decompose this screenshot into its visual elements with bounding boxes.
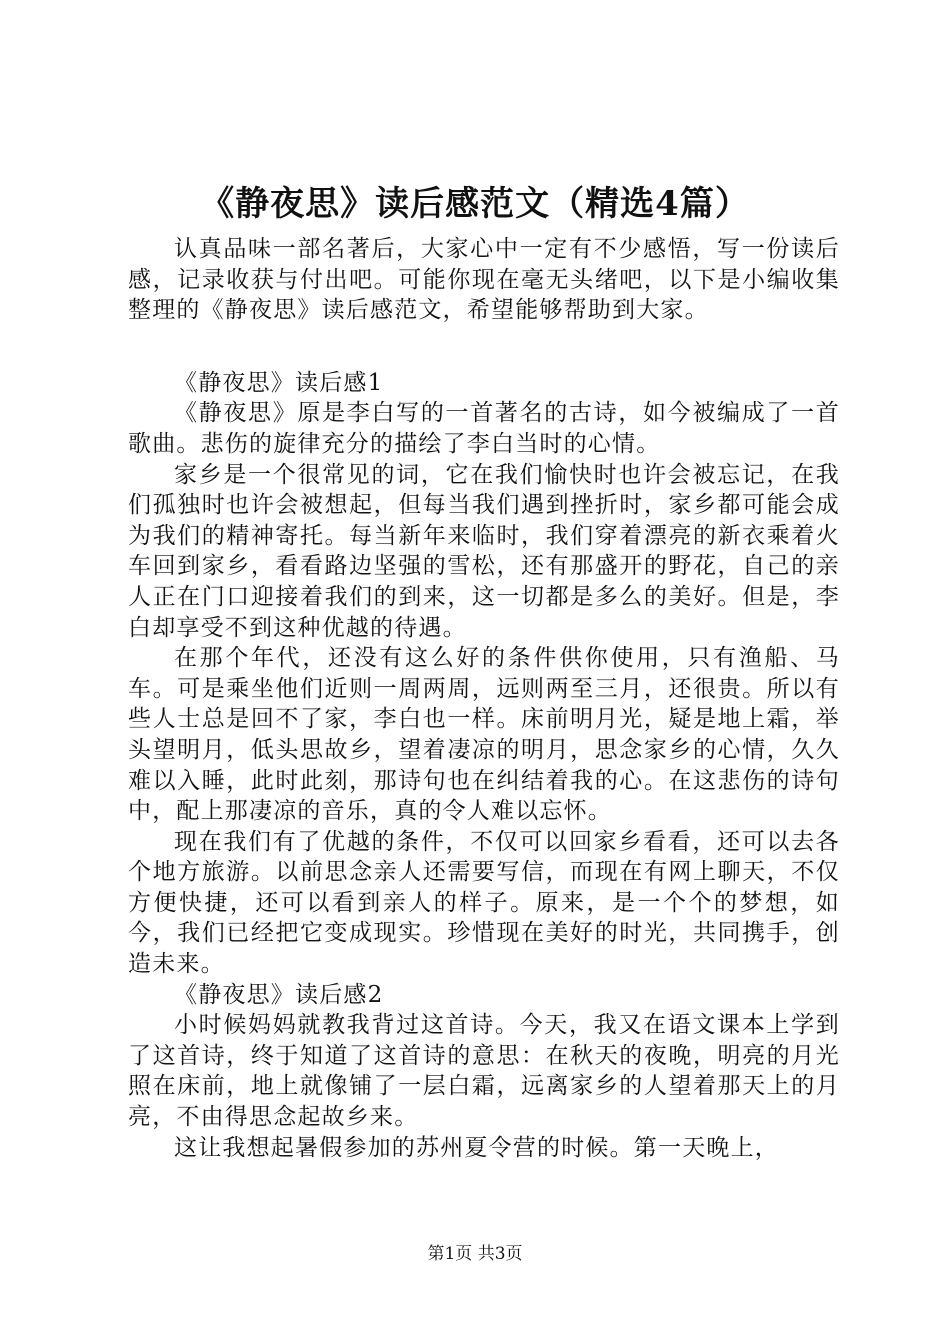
page-number-footer: 第1页 共3页: [427, 1244, 523, 1264]
section-1-paragraph-2: 家乡是一个很常见的词，它在我们愉快时也许会被忘记，在我们孤独时也许会被想起，但每当我们遇到挫折时，家乡都可能会成为我们的精神寄托。每当新年来临时，我们穿着漂亮的新衣乘着火车回到家乡，看看路边坚强的雪松，还有那盛开的野花，自己的亲人正在门口迎接着我们的到来，这一切都是多么的美好。但是，李白却享受不到这种优越的待遇。: [128, 461, 840, 641]
section-2-paragraph-1: 小时候妈妈就教我背过这首诗。今天，我又在语文课本上学到了这首诗，终于知道了这首诗的意思：在秋天的夜晚，明亮的月光照在床前，地上就像铺了一层白霜，远离家乡的人望着那天上的月亮，不由得思念起故乡来。: [128, 1012, 840, 1131]
section-1-paragraph-4: 现在我们有了优越的条件，不仅可以回家乡看看，还可以去各个地方旅游。以前思念亲人还需要写信，而现在有网上聊天，不仅方便快捷，还可以看到亲人的样子。原来，是一个个的梦想，如今，我们已经把它变成现实。珍惜现在美好的时光，共同携手，创造未来。: [128, 828, 840, 978]
document-title: 《静夜思》读后感范文（精选4篇）: [200, 184, 750, 224]
section-2-heading: 《静夜思》读后感2: [174, 981, 384, 1008]
document-body: [128, 234, 840, 1163]
section-1-paragraph-3: 在那个年代，还没有这么好的条件供你使用，只有渔船、马车。可是乘坐他们近则一周两周，远则两至三月，还很贵。所以有些人士总是回不了家，李白也一样。床前明月光，疑是地上霜，举头望明月，低头思故乡，望着凄凉的明月，思念家乡的心情，久久难以入睡，此时此刻，那诗句也在纠结着我的心。在这悲伤的诗句中，配上那凄凉的音乐，真的令人难以忘怀。: [128, 645, 840, 825]
intro-paragraph: 认真品味一部名著后，大家心中一定有不少感悟，写一份读后感，记录收获与付出吧。可能你现在毫无头绪吧，以下是小编收集整理的《静夜思》读后感范文，希望能够帮助到大家。: [128, 236, 840, 324]
section-2-paragraph-2: 这让我想起暑假参加的苏州夏令营的时候。第一天晚上，: [174, 1134, 779, 1161]
paragraph-spacer: [128, 326, 840, 368]
section-1-heading: 《静夜思》读后感1: [174, 369, 384, 396]
section-1-paragraph-1: 《静夜思》原是李白写的一首著名的古诗，如今被编成了一首歌曲。悲伤的旋律充分的描绘了李白当时的心情。: [128, 400, 840, 457]
